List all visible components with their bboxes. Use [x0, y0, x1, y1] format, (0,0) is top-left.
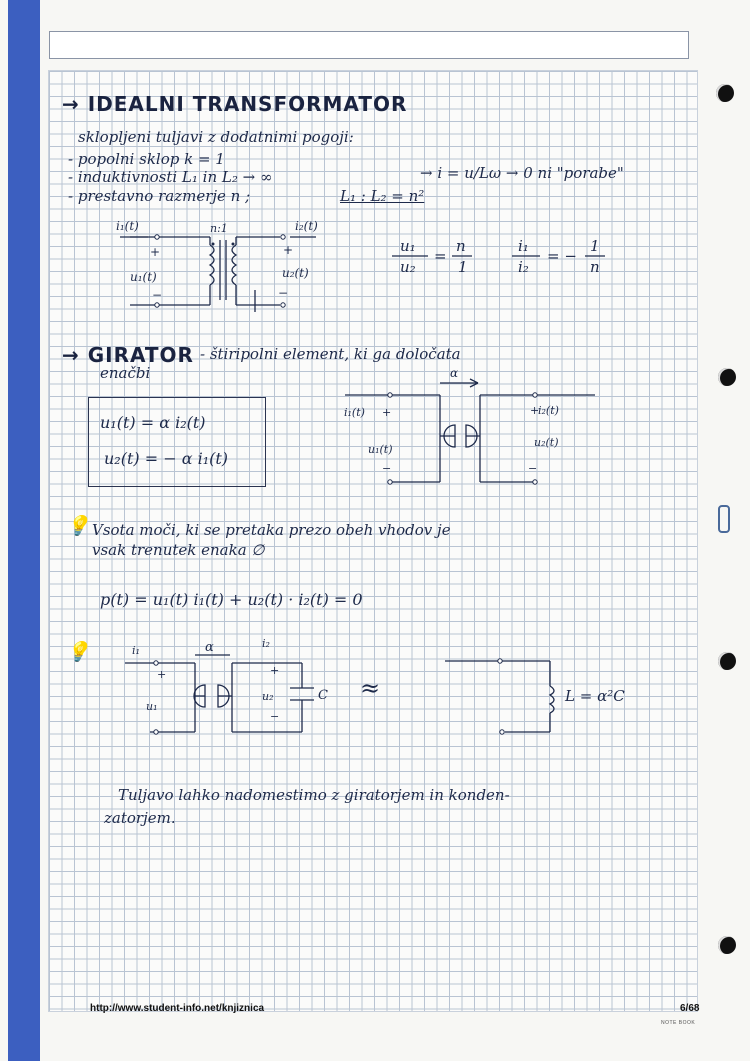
eq2-lhs-num: i₁	[518, 237, 529, 255]
minus-sign: −	[278, 286, 289, 300]
gyrator-desc: - štiripolni element, ki ga določata	[200, 345, 461, 363]
gyrator-i2-label: i₂(t)	[538, 404, 559, 417]
power-note2: vsak trenutek enaka ∅	[92, 541, 265, 559]
minus-sign: −	[528, 462, 538, 475]
example-note1: Tuljavo lahko nadomestimo z giratorjem in konden-	[118, 786, 510, 804]
example-c-label: C	[318, 688, 328, 703]
gyrator-u2-label: u₂(t)	[534, 436, 559, 449]
eq1-lhs-num: u₁	[400, 237, 416, 255]
turns-ratio-relation: L₁ : L₂ = n²	[340, 187, 425, 205]
minus-sign: −	[152, 288, 163, 302]
transformer-i1-label: i₁(t)	[116, 219, 139, 233]
minus-sign: −	[382, 462, 392, 475]
plus-sign: +	[157, 668, 167, 681]
transformer-title: → IDEALNI TRANSFORMATOR	[62, 92, 408, 116]
plus-sign: +	[530, 404, 540, 417]
notebook-brand: NOTE BOOK	[661, 1020, 696, 1026]
example-inductance-label: L = α²C	[565, 687, 625, 705]
example-u1-label: u₁	[146, 700, 158, 713]
plus-sign: +	[283, 243, 294, 257]
gyrator-alpha-label: α	[450, 366, 459, 380]
gyrator-title: → GIRATOR	[62, 343, 194, 367]
gyrator-u1-label: u₁(t)	[368, 443, 393, 456]
eq1-equals: =	[434, 247, 447, 265]
transformer-line3-right: → i = u/Lω → 0 ni "porabe"	[420, 164, 624, 182]
eq1-lhs-den: u₂	[400, 258, 416, 276]
transformer-ratio-label: n:1	[210, 222, 228, 235]
gyrator-desc2: enačbi	[100, 364, 151, 382]
example-i1-label: i₁	[132, 644, 140, 657]
eq2-rhs-den: n	[590, 258, 600, 276]
example-note2: zatorjem.	[104, 809, 176, 827]
gyrator-i1-label: i₁(t)	[344, 406, 365, 419]
power-note1: Vsota moči, ki se pretaka prezo obeh vhodov je	[92, 521, 451, 539]
gyrator-eq1: u₁(t) = α i₂(t)	[100, 413, 206, 432]
eq1-rhs-den: 1	[458, 258, 468, 276]
transformer-u1-label: u₁(t)	[130, 270, 157, 284]
eq1-rhs-num: n	[456, 237, 466, 255]
idea-icon: 💡	[66, 641, 90, 663]
example-u2-label: u₂	[262, 690, 274, 703]
transformer-i2-label: i₂(t)	[295, 219, 318, 233]
power-equation: p(t) = u₁(t) i₁(t) + u₂(t) · i₂(t) = 0	[100, 590, 363, 609]
transformer-line2: - popolni sklop k = 1	[68, 150, 225, 168]
footer-url[interactable]: http://www.student-info.net/knjiznica	[90, 1003, 265, 1014]
transformer-line4: - prestavno razmerje n ;	[68, 187, 251, 205]
eq2-lhs-den: i₂	[518, 258, 529, 276]
plus-sign: +	[150, 245, 161, 259]
eq2-sign: = −	[547, 247, 577, 265]
plus-sign: +	[382, 406, 392, 419]
transformer-u2-label: u₂(t)	[282, 266, 309, 280]
example-i2-label: i₂	[262, 637, 270, 650]
example-alpha-label: α	[205, 640, 214, 655]
plus-sign: +	[270, 664, 280, 677]
page-number: 6/68	[680, 1003, 700, 1014]
transformer-line1: sklopljeni tuljavi z dodatnimi pogoji:	[78, 128, 354, 146]
eq2-rhs-num: 1	[590, 237, 600, 255]
gyrator-eq2: u₂(t) = − α i₁(t)	[104, 449, 229, 468]
approx-sign: ≈	[360, 674, 381, 702]
transformer-line3: - induktivnosti L₁ in L₂ → ∞	[68, 168, 273, 186]
minus-sign: −	[270, 710, 280, 723]
gyrator-equations-box	[88, 397, 266, 487]
idea-icon: 💡	[66, 515, 90, 537]
